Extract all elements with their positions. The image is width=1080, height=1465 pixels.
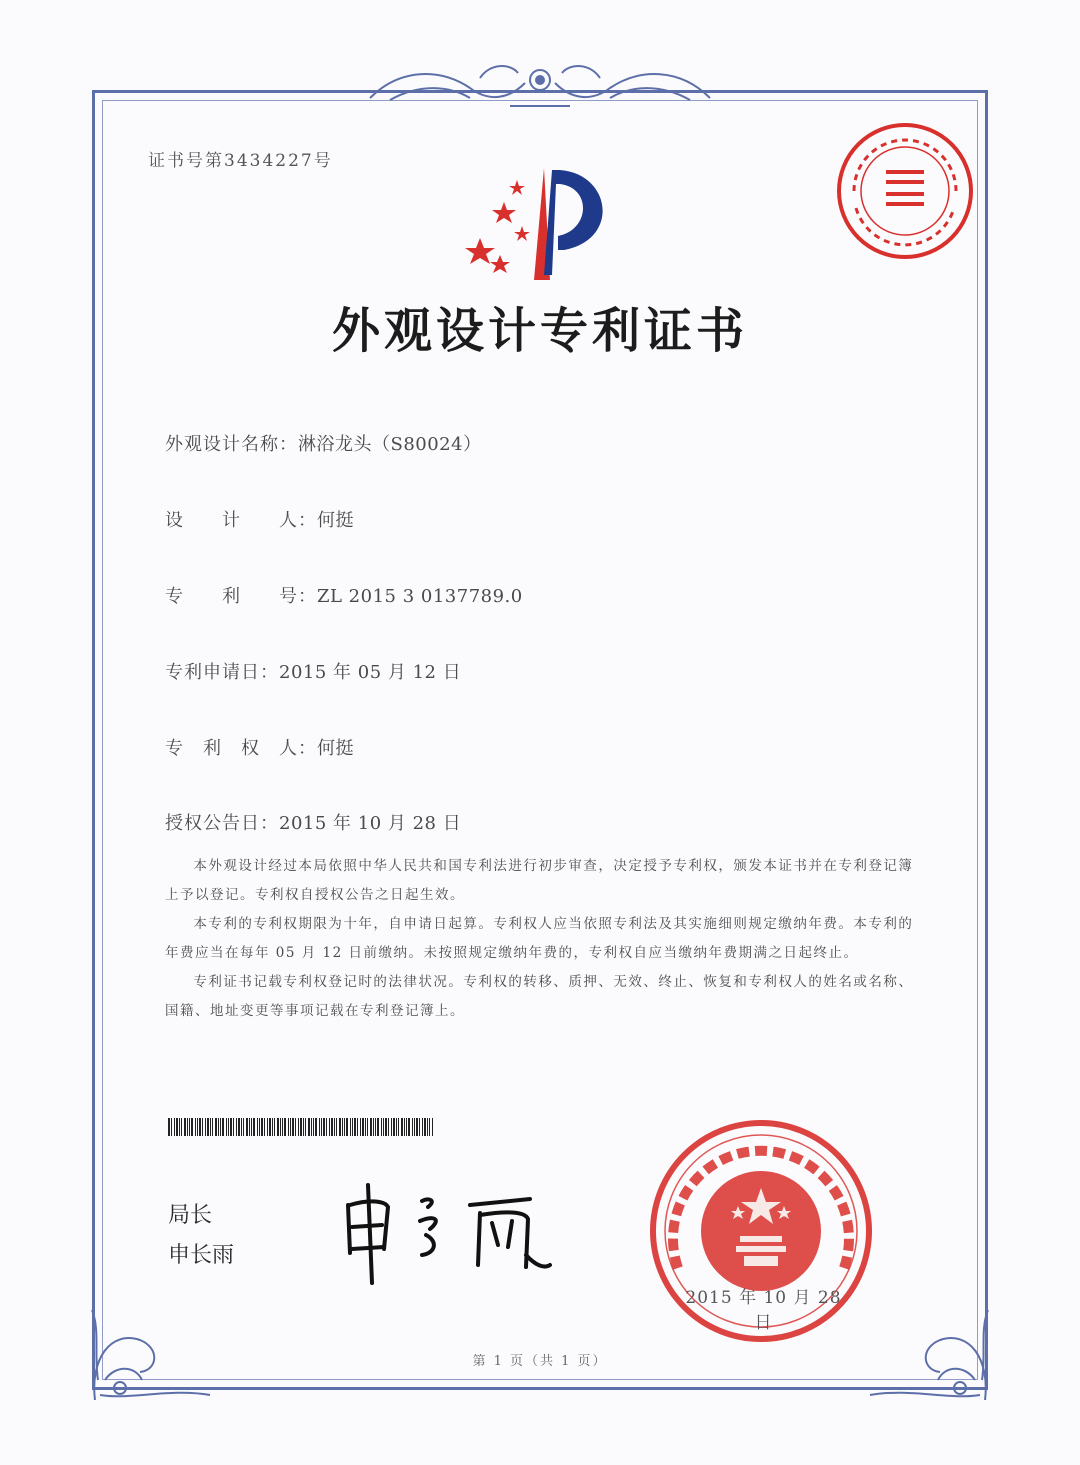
certificate-body [165,852,925,1026]
field-patent-number [165,582,523,608]
body-paragraph: 本外观设计经过本局依照中华人民共和国专利法进行初步审查，决定授予专利权，颁发本证书并在专利登记簿上予以登记。专利权自授权公告之日起生效。 [165,858,914,903]
field-value: 2015 年 05 月 12 日 [279,662,462,683]
field-label: 授权公告日： [165,813,279,834]
certificate-title: 外观设计专利证书 [331,303,748,359]
field-design-name [165,430,482,456]
field-value: 何挺 [317,738,354,759]
director-name: 申长雨 [168,1243,235,1268]
field-label: 专 利 号： [165,586,317,607]
director-title: 局长 [168,1203,213,1228]
field-grant-date [165,809,461,835]
field-label: 设 计 人： [165,510,317,531]
field-value: 何挺 [317,510,354,531]
field-label: 外观设计名称： [165,434,298,455]
barcode-icon [168,1118,433,1136]
field-value: 2015 年 10 月 28 日 [279,813,462,834]
field-label: 专 利 权 人： [165,738,317,759]
field-designer [165,506,354,532]
corner-ornament-left-icon [80,1270,230,1410]
body-paragraph: 本专利的专利权期限为十年，自申请日起算。专利权人应当依照专利法及其实施细则规定缴纳年费。本专利的年费应当在每年 05 月 12 日前缴纳。未按照规定缴纳年费的，专利权自应当缴纳年费期满之日起终止。 [165,916,914,961]
agency-seal-icon [832,118,978,264]
field-value: ZL 2015 3 0137789.0 [317,586,523,607]
field-label: 专利申请日： [165,662,279,683]
top-ornament-icon [360,58,720,118]
director-signature-icon [330,1175,560,1285]
certificate-number: 证书号第3434227号 [148,151,333,171]
field-value: 淋浴龙头（S80024） [298,434,482,455]
page-number: 第 1 页（共 1 页） [472,1354,608,1369]
body-paragraph: 专利证书记载专利权登记时的法律状况。专利权的转移、质押、无效、终止、恢复和专利权人的姓名或名称、国籍、地址变更等事项记载在专利登记簿上。 [165,974,914,1019]
patent-office-logo-icon [462,160,642,285]
seal-date: 2015 年 10 月 28 日 [685,1288,842,1333]
field-patentee [165,734,354,760]
field-application-date [165,658,461,684]
